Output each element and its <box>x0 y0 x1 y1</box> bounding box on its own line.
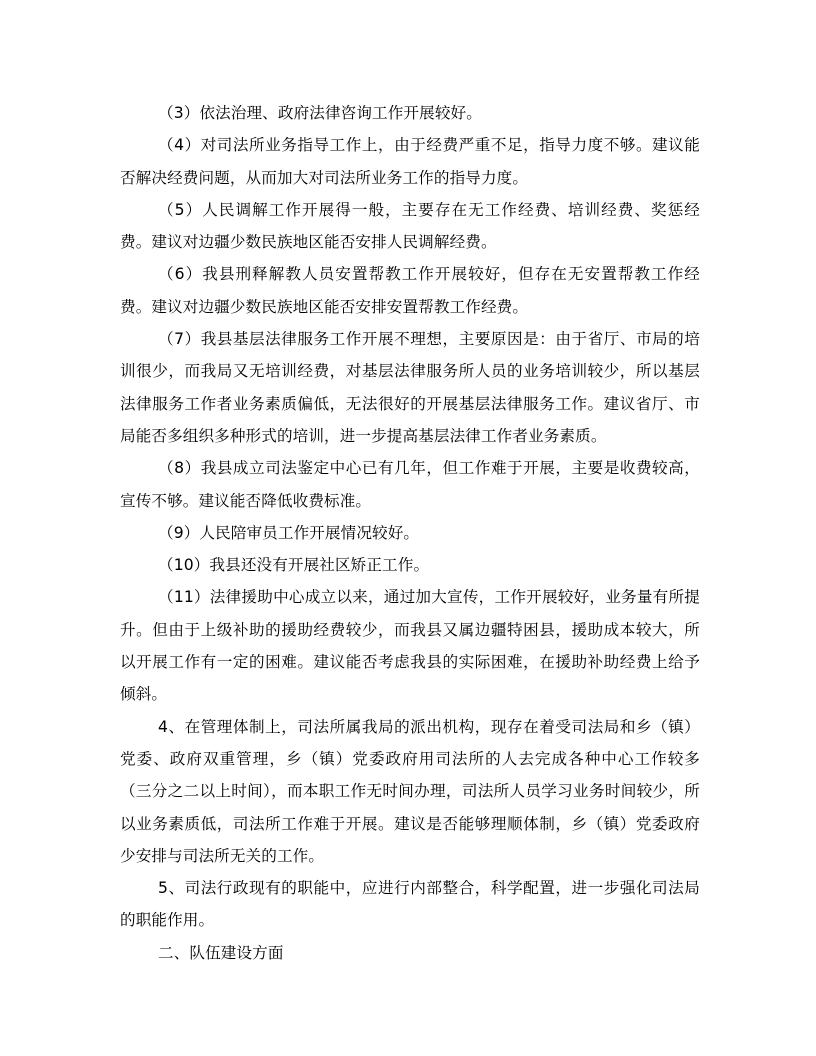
paragraph-item-3: （3）依法治理、政府法律咨询工作开展较好。 <box>158 104 482 122</box>
section-heading-team-building: 二、队伍建设方面 <box>158 943 284 962</box>
paragraph-item-7: （7）我县基层法律服务工作开展不理想，主要原因是：由于省厅、市局的培训很少，而我局又无培训经费，对基层法律服务所人员的业务培训较少，所以基层法律服务工作者业务素质偏低，无法很好的开展基层法律服务工作。建议省厅、市局能否多组织多种形式的培训，进一步提高基层法律工作者业务素质。 <box>120 330 700 445</box>
paragraph-item-4: （4）对司法所业务指导工作上，由于经费严重不足，指导力度不够。建议能否解决经费问题，从而加大对司法所业务工作的指导力度。 <box>120 136 700 187</box>
paragraph-item-10: （10）我县还没有开展社区矫正工作。 <box>158 556 430 575</box>
paragraph-item-9: （9）人民陪审员工作开展情况较好。 <box>158 523 420 542</box>
paragraph-item-11: （11）法律援助中心成立以来，通过加大宣传，工作开展较好，业务量有所提升。但由于上级补助的援助经费较少，而我县又属边疆特困县，援助成本较大，所以开展工作有一定的困难。建议能否考虑我县的实际困难，在援助补助经费上给予倾斜。 <box>120 588 700 704</box>
paragraph-item-8: （8）我县成立司法鉴定中心已有几年，但工作难于开展，主要是收费较高，宣传不够。建议能否降低收费标准。 <box>120 459 700 510</box>
paragraph-section-4: 4、在管理体制上，司法所属我局的派出机构，现存在着受司法局和乡（镇）党委、政府双重管理，乡（镇）党委政府用司法所的人去完成各种中心工作较多（三分之二以上时间），而本职工作无时间办理，司法所人员学习业务时间较少，所以业务素质低，司法所工作难于开展。建议是否能够理顺体制，乡（镇）党委政府少安排与司法所无关的工作。 <box>120 717 700 865</box>
paragraph-item-6: （6）我县刑释解教人员安置帮教工作开展较好，但存在无安置帮教工作经费。建议对边疆少数民族地区能否安排安置帮教工作经费。 <box>120 265 700 316</box>
paragraph-item-5: （5）人民调解工作开展得一般，主要存在无工作经费、培训经费、奖惩经费。建议对边疆少数民族地区能否安排人民调解经费。 <box>120 200 700 252</box>
document-body <box>120 97 700 969</box>
paragraph-section-5: 5、司法行政现有的职能中，应进行内部整合，科学配置，进一步强化司法局的职能作用。 <box>120 879 700 930</box>
